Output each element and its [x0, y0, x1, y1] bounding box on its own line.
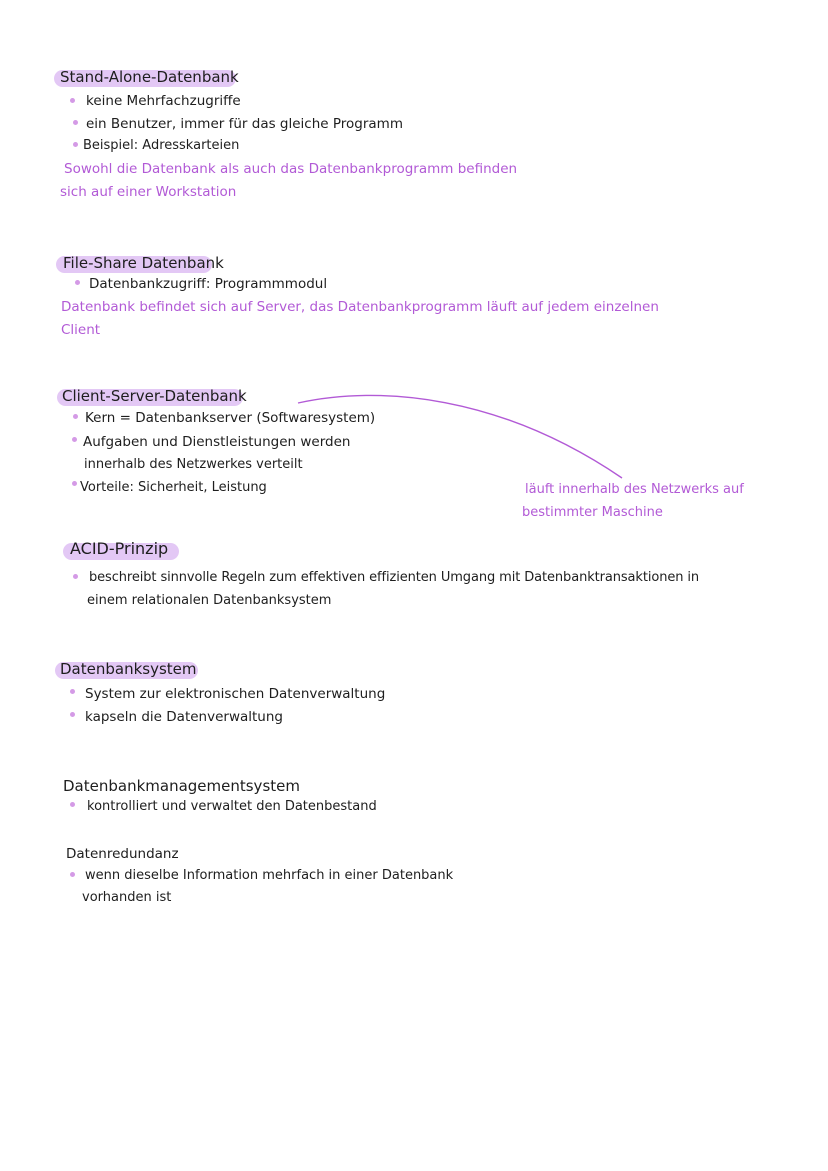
- acid-bullet-1-continuation: einem relationalen Datenbanksystem: [87, 593, 332, 608]
- bullet-dot: [72, 481, 77, 486]
- fileshare-bullet-1: Datenbankzugriff: Programmmodul: [89, 276, 328, 292]
- heading-fileshare: File-Share Datenbank: [63, 254, 224, 272]
- standalone-bullet-1: keine Mehrfachzugriffe: [86, 93, 241, 109]
- clientserver-bullet-2-continuation: innerhalb des Netzwerkes verteilt: [84, 457, 303, 472]
- dbms-bullet-1: kontrolliert und verwaltet den Datenbestand: [87, 799, 377, 814]
- clientserver-annotation-line-1: läuft innerhalb des Netzwerks auf: [525, 482, 744, 497]
- clientserver-bullet-2: Aufgaben und Dienstleistungen werden: [83, 434, 351, 450]
- fileshare-note-line-2: Client: [61, 322, 101, 338]
- heading-dbsystem: Datenbanksystem: [60, 660, 197, 678]
- acid-bullet-1: beschreibt sinnvolle Regeln zum effektiven effizienten Umgang mit Datenbanktransaktionen in: [89, 570, 700, 585]
- clientserver-bullet-1: Kern = Datenbankserver (Softwaresystem): [85, 410, 376, 426]
- bullet-dot: [70, 802, 75, 807]
- heading-redundancy: Datenredundanz: [66, 846, 179, 862]
- clientserver-bullet-3: Vorteile: Sicherheit, Leistung: [80, 480, 267, 495]
- bullet-dot: [73, 142, 78, 147]
- bullet-dot: [70, 872, 75, 877]
- redundancy-bullet-1-continuation: vorhanden ist: [82, 890, 172, 905]
- heading-dbms: Datenbankmanagementsystem: [63, 777, 300, 795]
- bullet-dot: [70, 712, 75, 717]
- standalone-note-line-1: Sowohl die Datenbank als auch das Datenbankprogramm befinden: [64, 161, 518, 177]
- bullet-dot: [75, 280, 80, 285]
- fileshare-note-line-1: Datenbank befindet sich auf Server, das Datenbankprogramm läuft auf jedem einzelnen: [61, 299, 659, 315]
- bullet-dot: [73, 414, 78, 419]
- dbsystem-bullet-2: kapseln die Datenverwaltung: [85, 709, 283, 725]
- bullet-dot: [73, 574, 78, 579]
- heading-clientserver: Client-Server-Datenbank: [62, 387, 247, 405]
- heading-acid: ACID-Prinzip: [70, 539, 169, 558]
- standalone-note-line-2: sich auf einer Workstation: [60, 184, 237, 200]
- dbsystem-bullet-1: System zur elektronischen Datenverwaltung: [85, 686, 386, 702]
- standalone-bullet-2: ein Benutzer, immer für das gleiche Programm: [86, 116, 403, 132]
- redundancy-bullet-1: wenn dieselbe Information mehrfach in einer Datenbank: [85, 868, 454, 883]
- clientserver-annotation-line-2: bestimmter Maschine: [522, 505, 663, 520]
- bullet-dot: [70, 98, 75, 103]
- standalone-bullet-3: Beispiel: Adresskarteien: [83, 138, 240, 153]
- bullet-dot: [70, 689, 75, 694]
- bullet-dot: [72, 437, 77, 442]
- bullet-dot: [73, 120, 78, 125]
- heading-standalone: Stand-Alone-Datenbank: [60, 68, 239, 86]
